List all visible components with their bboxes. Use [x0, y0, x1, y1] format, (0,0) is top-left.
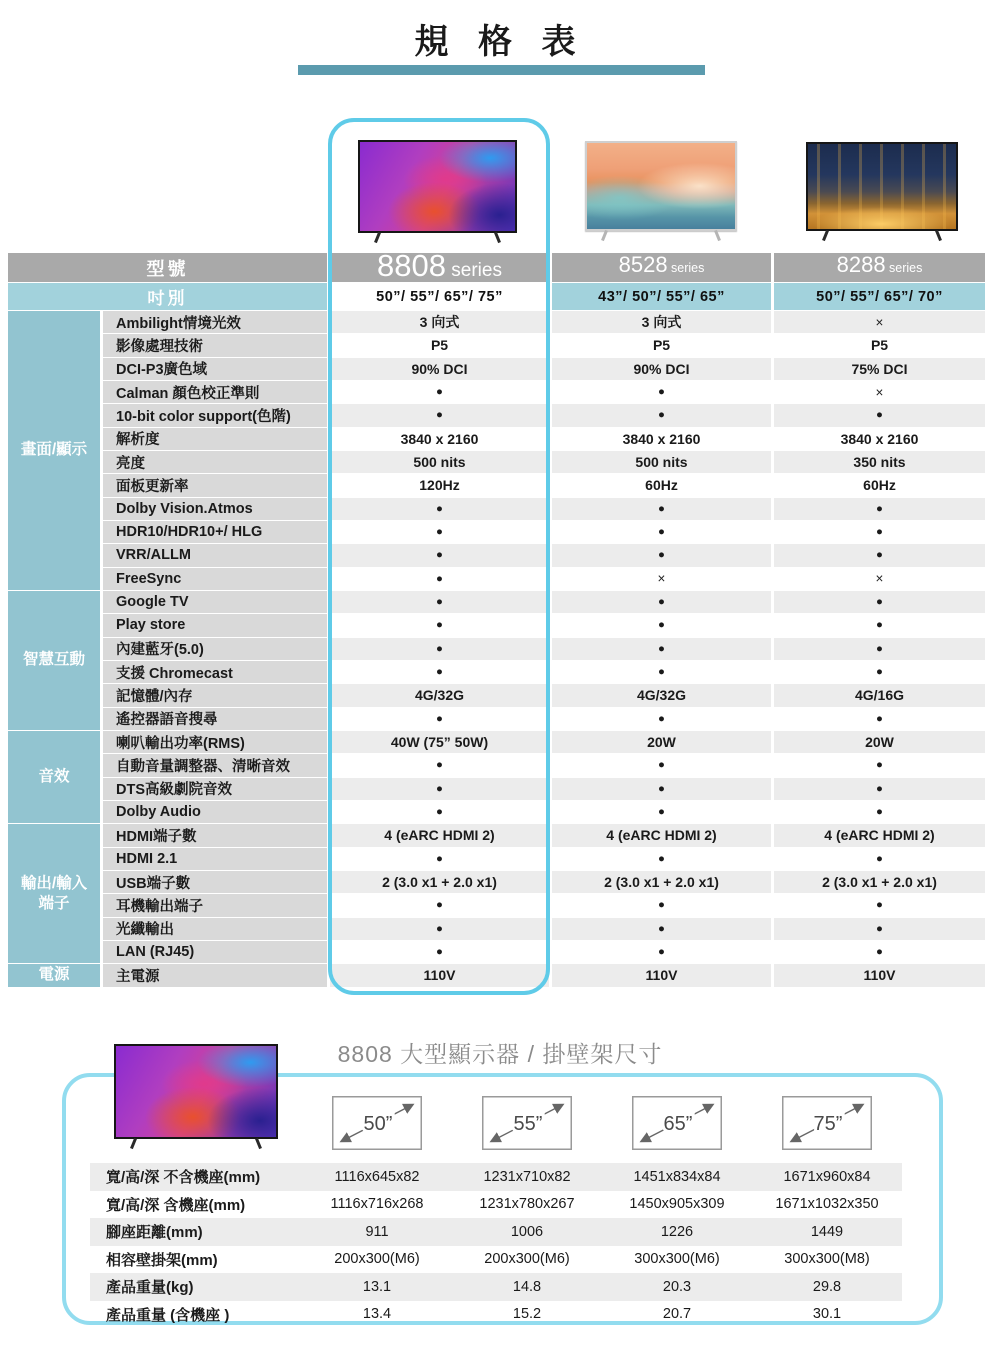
wm-row-label: 產品重量(kg) — [90, 1273, 302, 1301]
spec-value: ● — [552, 544, 771, 566]
tv-leg — [935, 230, 942, 241]
spec-value: 500 nits — [330, 451, 549, 473]
spec-label: Google TV — [103, 591, 327, 613]
spec-value: P5 — [330, 334, 549, 356]
spec-value: 110V — [330, 964, 549, 986]
spec-value: ● — [552, 381, 771, 403]
spec-value: 20W — [552, 731, 771, 753]
spec-value: 110V — [552, 964, 771, 986]
category-cell: 輸出/輸入 端子 — [8, 824, 100, 963]
spec-label: 面板更新率 — [103, 474, 327, 496]
wm-value: 1671x960x84 — [752, 1163, 902, 1191]
spec-value: 3840 x 2160 — [330, 428, 549, 450]
spec-value: ● — [552, 941, 771, 963]
spec-value: ● — [330, 894, 549, 916]
spec-label: Play store — [103, 614, 327, 636]
tv-image-8808-large — [114, 1044, 278, 1139]
category-cell: 畫面/顯示 — [8, 311, 100, 590]
spec-label: DTS高級劇院音效 — [103, 778, 327, 800]
svg-text:55”: 55” — [513, 1113, 543, 1135]
wall-mount-table — [90, 1163, 902, 1328]
wm-value: 1116x645x82 — [302, 1163, 452, 1191]
wm-value: 30.1 — [812, 1306, 842, 1323]
tv-leg — [494, 232, 501, 243]
spec-value: 3 向式 — [552, 311, 771, 333]
spec-value: × — [774, 311, 985, 333]
spec-label: 耳機輸出端子 — [103, 894, 327, 916]
spec-label: HDMI 2.1 — [103, 848, 327, 870]
wm-value: 200x300(M6) — [334, 1251, 420, 1268]
spec-label: Calman 顏色校正準則 — [103, 381, 327, 403]
spec-value: ● — [552, 614, 771, 636]
size-row-header: 吋別 — [8, 283, 327, 310]
wm-value: 1450x905x309 — [629, 1196, 725, 1213]
model-sizes-8528: 43”/ 50”/ 55”/ 65” — [552, 283, 771, 310]
spec-value: 4 (eARC HDMI 2) — [552, 824, 771, 846]
spec-value: P5 — [774, 334, 985, 356]
spec-value: ● — [330, 778, 549, 800]
wm-value: 14.8 — [452, 1273, 602, 1301]
wm-value: 13.4 — [362, 1306, 392, 1323]
wm-row-label: 相容壁掛架(mm) — [106, 1251, 218, 1269]
spec-value: 2 (3.0 x1 + 2.0 x1) — [330, 871, 549, 893]
spec-value: 75% DCI — [774, 358, 985, 380]
spec-value: ● — [774, 848, 985, 870]
spec-value: ● — [552, 918, 771, 940]
spec-value: ● — [330, 801, 549, 823]
spec-label: 喇叭輸出功率(RMS) — [103, 731, 327, 753]
wm-value: 15.2 — [512, 1306, 542, 1323]
spec-label: Dolby Vision.Atmos — [103, 498, 327, 520]
page-title: 規 格 表 — [414, 23, 586, 61]
wm-value: 200x300(M6) — [484, 1251, 570, 1268]
wm-value: 20.3 — [602, 1273, 752, 1301]
spec-value: ● — [774, 498, 985, 520]
wm-value: 300x300(M8) — [784, 1251, 870, 1268]
spec-value: ● — [330, 661, 549, 683]
spec-value: × — [774, 568, 985, 590]
spec-label: 支援 Chromecast — [103, 661, 327, 683]
category-cell: 音效 — [8, 731, 100, 823]
wm-value: 1116x716x268 — [330, 1196, 424, 1213]
wm-value: 1231x710x82 — [452, 1163, 602, 1191]
spec-value: ● — [552, 498, 771, 520]
spec-value: ● — [774, 521, 985, 543]
wm-value: 29.8 — [752, 1273, 902, 1301]
spec-value: ● — [774, 661, 985, 683]
spec-value: 90% DCI — [330, 358, 549, 380]
spec-value: ● — [330, 498, 549, 520]
spec-value: ● — [552, 521, 771, 543]
wm-row-label: 產品重量 (含機座 ) — [106, 1306, 230, 1324]
spec-value: 110V — [774, 964, 985, 986]
category-cell: 電源 — [8, 964, 100, 986]
spec-value: 3 向式 — [330, 311, 549, 333]
spec-value: 20W — [774, 731, 985, 753]
spec-value: ● — [774, 708, 985, 730]
spec-value: ● — [774, 778, 985, 800]
spec-value: 500 nits — [552, 451, 771, 473]
spec-label: VRR/ALLM — [103, 544, 327, 566]
spec-value: ● — [774, 754, 985, 776]
spec-value: ● — [552, 754, 771, 776]
spec-label: 自動音量調整器、清晰音效 — [103, 754, 327, 776]
model-header-8808 — [330, 248, 549, 283]
spec-value: ● — [552, 801, 771, 823]
spec-value: P5 — [552, 334, 771, 356]
title-underline-bar — [298, 65, 705, 75]
tv-image-8528 — [585, 141, 737, 231]
model-header-8528 — [552, 253, 771, 282]
spec-value: ● — [774, 894, 985, 916]
spec-value: ● — [774, 591, 985, 613]
svg-text:50”: 50” — [363, 1113, 393, 1135]
tv-leg — [374, 232, 381, 243]
size-box-55 — [482, 1096, 572, 1150]
spec-value: 60Hz — [774, 474, 985, 496]
spec-value: ● — [330, 614, 549, 636]
spec-value: ● — [330, 638, 549, 660]
wm-row-label: 寬/高/深 含機座(mm) — [106, 1196, 246, 1214]
spec-value: 4G/32G — [330, 684, 549, 706]
spec-label: 內建藍牙(5.0) — [103, 638, 327, 660]
model-sizes-8808: 50”/ 55”/ 65”/ 75” — [330, 283, 549, 310]
wm-value: 1006 — [452, 1218, 602, 1246]
spec-value: ● — [330, 848, 549, 870]
spec-label: 光纖輸出 — [103, 918, 327, 940]
spec-value: 4G/16G — [774, 684, 985, 706]
wm-row-label: 腳座距離(mm) — [90, 1218, 302, 1246]
wm-value: 911 — [302, 1218, 452, 1246]
tv-screen-8528 — [585, 141, 737, 231]
diagonal-arrow-icon — [332, 1096, 422, 1150]
tv-image-8288 — [806, 142, 958, 231]
spec-value: 350 nits — [774, 451, 985, 473]
spec-value: ● — [552, 591, 771, 613]
svg-text:75”: 75” — [813, 1113, 843, 1135]
spec-label: 遙控器語音搜尋 — [103, 708, 327, 730]
tv-leg — [601, 230, 608, 241]
spec-label: HDR10/HDR10+/ HLG — [103, 521, 327, 543]
model-header-8288 — [774, 253, 985, 282]
spec-value: 3840 x 2160 — [774, 428, 985, 450]
model-row-header: 型號 — [8, 253, 327, 282]
wm-value: 300x300(M6) — [634, 1251, 720, 1268]
diagonal-arrow-icon — [482, 1096, 572, 1150]
spec-label: 影像處理技術 — [103, 334, 327, 356]
spec-value: ● — [330, 941, 549, 963]
spec-value: ● — [552, 848, 771, 870]
spec-value: ● — [774, 544, 985, 566]
category-cell: 智慧互動 — [8, 591, 100, 730]
wall-mount-title: 8808 大型顯示器 / 掛壁架尺寸 — [337, 1041, 663, 1067]
spec-value: 4G/32G — [552, 684, 771, 706]
spec-value: 4 (eARC HDMI 2) — [330, 824, 549, 846]
spec-value: 60Hz — [552, 474, 771, 496]
spec-value: ● — [330, 708, 549, 730]
spec-value: ● — [774, 638, 985, 660]
spec-label: 解析度 — [103, 428, 327, 450]
size-box-50 — [332, 1096, 422, 1150]
wm-value: 1451x834x84 — [602, 1163, 752, 1191]
spec-label: FreeSync — [103, 568, 327, 590]
spec-label: DCI-P3廣色域 — [103, 358, 327, 380]
spec-label: Ambilight情境光效 — [103, 311, 327, 333]
spec-value: 2 (3.0 x1 + 2.0 x1) — [774, 871, 985, 893]
spec-label: 亮度 — [103, 451, 327, 473]
wm-row-label: 寬/高/深 不含機座(mm) — [90, 1163, 302, 1191]
spec-value: × — [552, 568, 771, 590]
spec-label: 記憶體/內存 — [103, 684, 327, 706]
spec-value: 90% DCI — [552, 358, 771, 380]
spec-value: ● — [330, 381, 549, 403]
model-name-8808: 8808 series — [377, 248, 502, 283]
tv-image-8808 — [358, 140, 517, 233]
spec-label: USB端子數 — [103, 871, 327, 893]
spec-value: ● — [774, 941, 985, 963]
spec-label: HDMI端子數 — [103, 824, 327, 846]
spec-value: ● — [552, 638, 771, 660]
spec-value: ● — [330, 754, 549, 776]
spec-value: 40W (75” 50W) — [330, 731, 549, 753]
tv-screen-8808 — [358, 140, 517, 233]
size-box-75 — [782, 1096, 872, 1150]
spec-value: ● — [552, 708, 771, 730]
spec-label: Dolby Audio — [103, 801, 327, 823]
spec-value: ● — [552, 894, 771, 916]
wm-value: 1226 — [602, 1218, 752, 1246]
spec-label: 10-bit color support(色階) — [103, 404, 327, 426]
wm-value: 1671x1032x350 — [775, 1196, 879, 1213]
size-box-65 — [632, 1096, 722, 1150]
svg-text:65”: 65” — [663, 1113, 693, 1135]
model-sizes-8288: 50”/ 55”/ 65”/ 70” — [774, 283, 985, 310]
spec-value: ● — [774, 614, 985, 636]
spec-value: ● — [552, 661, 771, 683]
wm-value: 20.7 — [662, 1306, 692, 1323]
spec-value: ● — [330, 918, 549, 940]
spec-value: ● — [330, 404, 549, 426]
spec-value: ● — [774, 801, 985, 823]
tv-leg — [714, 230, 721, 241]
spec-value: ● — [330, 568, 549, 590]
spec-value: ● — [552, 404, 771, 426]
wm-value: 13.1 — [302, 1273, 452, 1301]
spec-table — [8, 248, 985, 987]
spec-value: ● — [552, 778, 771, 800]
diagonal-arrow-icon — [632, 1096, 722, 1150]
model-name-8528: 8528 series — [618, 252, 705, 277]
spec-label: 主電源 — [103, 964, 327, 986]
wm-value: 1449 — [752, 1218, 902, 1246]
spec-value: ● — [774, 404, 985, 426]
spec-label: LAN (RJ45) — [103, 941, 327, 963]
spec-value: ● — [330, 544, 549, 566]
wm-value: 1231x780x267 — [479, 1196, 575, 1213]
tv-screen-8288 — [806, 142, 958, 231]
spec-value: 120Hz — [330, 474, 549, 496]
diagonal-arrow-icon — [782, 1096, 872, 1150]
spec-value: ● — [330, 521, 549, 543]
spec-value: 4 (eARC HDMI 2) — [774, 824, 985, 846]
spec-value: 3840 x 2160 — [552, 428, 771, 450]
spec-value: ● — [774, 918, 985, 940]
model-name-8288: 8288 series — [836, 252, 923, 277]
spec-value: × — [774, 381, 985, 403]
tv-screen-8808 — [114, 1044, 278, 1139]
spec-value: ● — [330, 591, 549, 613]
spec-value: 2 (3.0 x1 + 2.0 x1) — [552, 871, 771, 893]
tv-leg — [822, 230, 829, 241]
